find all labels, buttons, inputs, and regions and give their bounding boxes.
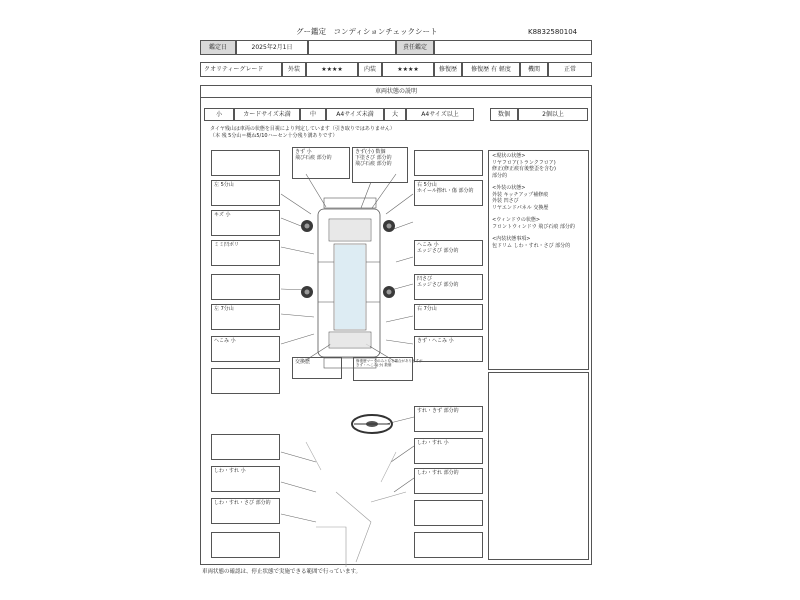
damage-box-rear-1: 交換歴 [292, 357, 342, 379]
note-interior: <内装状態事項> 包ドリム しわ・すれ・さび 部分的 [492, 236, 571, 249]
size-small-desc: カードサイズ未満 [234, 108, 300, 121]
damage-box-right-11 [414, 532, 483, 558]
size-mid-desc: A4サイズ未満 [326, 108, 384, 121]
damage-box-right-9: しわ・すれ 部分的 [414, 468, 483, 494]
tire-note-2: （本 残 5分山＝概ね5/10ハーセン十分残り溝ありです） [210, 133, 338, 139]
footer-note: 車両状態の確認は、停止状態で実施できる範囲で行っています。 [202, 569, 362, 575]
count-desc: 2個以上 [518, 108, 588, 121]
damage-box-left-10: しわ・すれ 小 [211, 466, 280, 492]
damage-box-right-8: しわ・すれ 小 [414, 438, 483, 464]
damage-box-left-3: キズ 小 [211, 210, 280, 236]
damage-box-left-2: 左 5分山 [211, 180, 280, 206]
damage-box-front-2: きず(小) 数個 下塗さび 部分的 飛び石痕 部分的 [352, 147, 408, 183]
section-title: 車両状態の説明 [200, 85, 592, 98]
damage-box-right-10 [414, 500, 483, 526]
interior-rating: ★★★★ [382, 62, 434, 77]
interior-label: 内装 [358, 62, 382, 77]
note-frame-condition: <現状の状態> リヤフロア(トランクフロア) 修正(修正痕有後整歪を含む) 部分的 [492, 153, 556, 179]
damage-box-rear-2: 修復歴マークのみとなる場合がありますが きず・へこみ(小) 数個 [353, 357, 413, 381]
condition-check-sheet [196, 22, 600, 578]
damage-box-left-5 [211, 274, 280, 300]
size-small-label: 小 [204, 108, 234, 121]
damage-box-left-12 [211, 532, 280, 558]
damage-box-left-4: ミミ凹ボリ [211, 240, 280, 266]
damage-box-left-8 [211, 368, 280, 394]
document-id: K8832580104 [528, 28, 578, 36]
repair-history-value: 修復歴 有 軽度 [462, 62, 520, 77]
exterior-rating: ★★★★ [306, 62, 358, 77]
size-large-label: 大 [384, 108, 406, 121]
sheet-title: グー鑑定 コンディションチェックシート [296, 27, 438, 36]
engine-value: 正常 [548, 62, 592, 77]
damage-box-right-2: 右 5分山 ホイール擦れ・傷 部分的 [414, 180, 483, 206]
damage-box-left-7: へこみ 小 [211, 336, 280, 362]
tire-note-1: タイヤ残山は車両の状態を目視により判定しています（引き取りではありません） [210, 126, 395, 132]
notes-column-lower [488, 372, 589, 560]
damage-box-right-1 [414, 150, 483, 176]
note-window: <ウィンドウの状態> フロントウィンドウ 飛び石痕 部分的 [492, 217, 575, 230]
engine-label: 機関 [520, 62, 548, 77]
damage-box-right-3: へこみ 小 エッジさび 部分的 [414, 240, 483, 266]
responsible-label: 責任鑑定 [396, 40, 434, 55]
damage-box-left-6: 左 7分山 [211, 304, 280, 330]
damage-box-right-6: きず・へこみ 小 [414, 336, 483, 362]
date-value: 2025年2月1日 [236, 40, 308, 55]
size-mid-label: 中 [300, 108, 326, 121]
damage-box-front-1: きず 小 飛び石痕 部分的 [292, 147, 350, 179]
damage-box-right-4: 凹さび エッジさび 部分的 [414, 274, 483, 300]
damage-box-right-5: 右 7分山 [414, 304, 483, 330]
damage-box-left-9 [211, 434, 280, 460]
repair-history-label: 修復歴 [434, 62, 462, 77]
damage-box-right-7: すれ・きず 部分的 [414, 406, 483, 432]
notes-column [488, 150, 589, 370]
exterior-label: 外装 [282, 62, 306, 77]
date-label: 鑑定日 [200, 40, 236, 55]
damage-box-left-11: しわ・すれ・さび 部分的 [211, 498, 280, 524]
size-large-desc: A4サイズ以上 [406, 108, 474, 121]
note-exterior: <外装の状態> 外装 キッチアップ補修痕 外装 凹さび リヤエンドパネル 交換歴 [492, 185, 549, 211]
damage-box-left-1 [211, 150, 280, 176]
count-label: 数個 [490, 108, 518, 121]
quality-grade-label: クオリティーグレード [200, 62, 282, 77]
